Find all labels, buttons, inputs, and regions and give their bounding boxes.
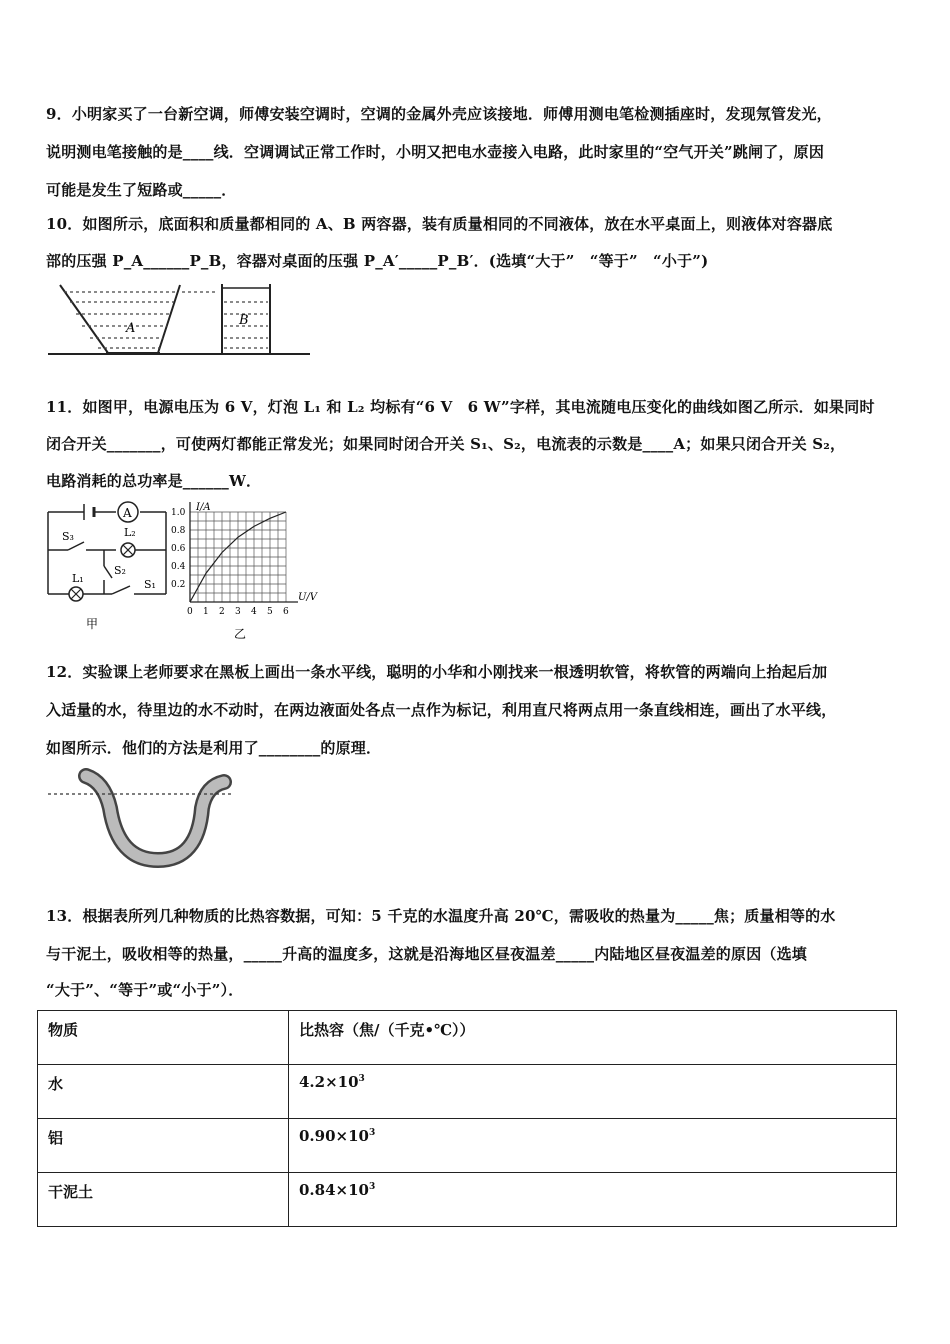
q11-line-2: 闭合开关_______，可使两灯都能正常发光；如果同时闭合开关 S₁、S₂，电流表的示数是____A；如果只闭合开关 S₂， [46,435,846,453]
row-exponent: 3 [368,1128,376,1138]
container-a-label: A [126,321,136,336]
l1-label: L₁ [72,572,84,585]
row-value-cell [289,1173,897,1227]
graph-caption: 乙 [234,627,247,641]
header-specific-heat: 比热容（焦/（千克•℃）） [289,1011,897,1065]
q9-line-2: 说明测电笔接触的是____线．空调调试正常工作时，小明又把电水壶接入电路，此时家里的“空气开关”跳闸了，原因 [46,143,825,161]
row-name: 铝 [38,1119,289,1173]
y-tick-label: 0.2 [171,580,186,590]
y-tick-label: 0.8 [171,526,186,536]
s1-label: S₁ [144,578,156,591]
row-exponent: 3 [358,1074,365,1084]
specific-heat-table [37,1010,897,1227]
row-exponent: 3 [368,1182,376,1192]
q13-line-3: “大于”、“等于”或“小于”）． [46,981,244,999]
row-name: 干泥土 [38,1173,289,1227]
containers-figure [46,280,316,360]
x-tick-label: 3 [235,607,241,617]
row-value-cell [289,1065,897,1119]
x-tick-label: 4 [251,607,257,617]
container-b-label: B [239,313,249,328]
table-row [38,1065,897,1119]
x-tick-label: 2 [219,607,225,617]
l2-label: L₂ [124,526,136,539]
y-tick-label: 1.0 [171,508,186,518]
table-row [38,1119,897,1173]
q12-line-2: 入适量的水，待里边的水不动时，在两边液面处各点一点作为标记，利用直尺将两点用一条直线相连，画出了水平线， [46,701,837,719]
row-value: 0.84×10 [299,1181,369,1199]
ammeter-label: A [123,506,132,520]
row-value: 0.90×10 [299,1127,369,1145]
q12-line-1: 12．实验课上老师要求在黑板上画出一条水平线，聪明的小华和小刚找来一根透明软管，将软管的两端向上抬起后加 [46,663,828,681]
row-value: 4.2×10 [299,1073,359,1091]
table-row [38,1173,897,1227]
q11-line-1: 11．如图甲，电源电压为 6 V，灯泡 L₁ 和 L₂ 均标有“6 V 6 W”字样，其电流随电压变化的曲线如图乙所示．如果同时 [46,398,875,416]
graph-xlabel: U/V [298,592,318,603]
circuit-diagram [40,498,180,638]
table-header-row [38,1011,897,1065]
q11-line-3: 电路消耗的总功率是______W． [46,472,262,490]
q13-line-1: 13．根据表所列几种物质的比热容数据，可知：5 千克的水温度升高 20℃，需吸收的热量为_____焦；质量相等的水 [46,907,836,925]
graph-ylabel: I/A [196,502,211,513]
q9-line-1: 9．小明家买了一台新空调，师傅安装空调时，空调的金属外壳应该接地．师傅用测电笔检测插座时，发现氖管发光， [46,105,832,123]
row-name: 水 [38,1065,289,1119]
row-value-cell [289,1119,897,1173]
q10-line-2: 部的压强 P_A______P_B，容器对桌面的压强 P_A′_____P_B′．(选填“大于” “等于” “小于”) [46,252,709,270]
y-tick-label: 0.6 [171,544,186,554]
q10-line-1: 10．如图所示，底面积和质量都相同的 A、B 两容器，装有质量相同的不同液体，放在水平桌面上，则液体对容器底 [46,215,833,233]
x-tick-label: 6 [283,607,289,617]
circuit-caption: 甲 [86,617,99,631]
q9-line-3: 可能是发生了短路或_____． [46,181,237,199]
q12-line-3: 如图所示．他们的方法是利用了________的原理． [46,739,382,757]
tube-figure [46,768,236,878]
q13-line-2: 与干泥土，吸收相等的热量，_____升高的温度多，这就是沿海地区昼夜温差_____内陆地区昼夜温差的原因（选填 [46,945,808,963]
s2-label: S₂ [114,564,126,577]
y-tick-label: 0.4 [171,562,186,572]
x-tick-label: 0 [187,607,193,617]
s3-label: S₃ [62,530,74,543]
iv-graph [168,500,328,642]
header-substance: 物质 [38,1011,289,1065]
x-tick-label: 5 [267,607,273,617]
x-tick-label: 1 [203,607,209,617]
